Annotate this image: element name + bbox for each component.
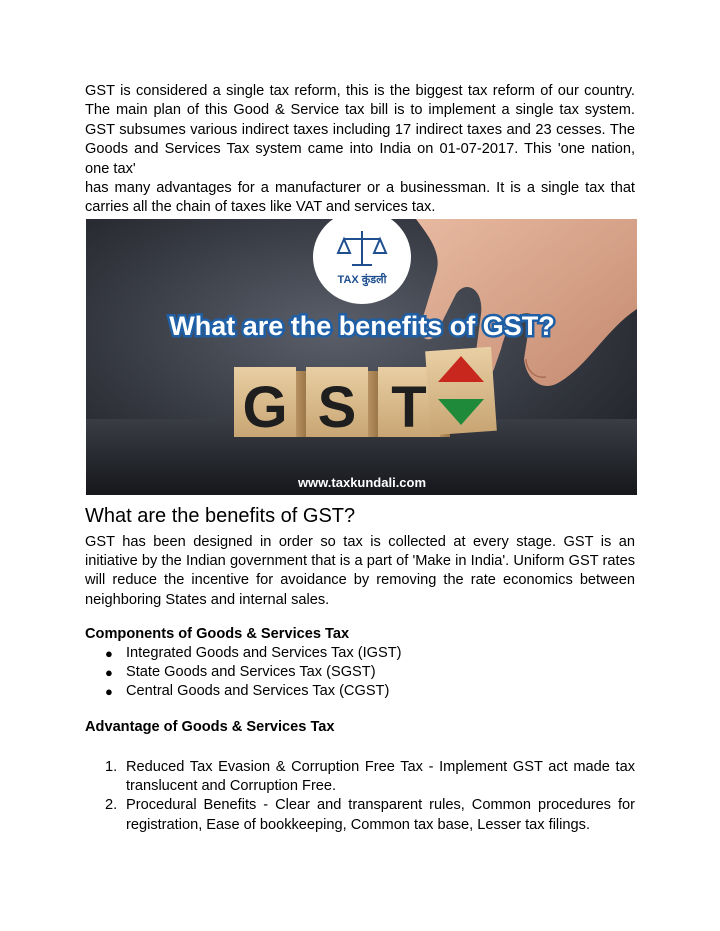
bullet-icon: ● — [105, 665, 113, 680]
arrow-block — [425, 347, 497, 435]
intro-line-2: has many advantages for a manufacturer or a businessman. It is a single tax that carries all the chain of taxes like VAT and services tax. — [85, 180, 635, 216]
list-item-number: 1. — [105, 759, 118, 775]
bullet-icon: ● — [105, 684, 113, 699]
intro-line-1: GST is considered a single tax reform, this is the biggest tax reform of our country. The main plan of this Good & Service tax bill is to implement a single tax system. GST subsumes various indirect taxes including 17 indirect taxes and 23 cesses. The Goods and Services Tax system came into India on 01-07-2017. This 'one nation, one tax' — [85, 83, 635, 177]
hero-illustration — [86, 219, 637, 495]
block-s — [306, 367, 378, 440]
list-item-number: 2. — [105, 797, 118, 814]
section-heading-benefits: What are the benefits of GST? — [85, 505, 356, 527]
list-item — [85, 796, 635, 834]
logo-text: TAX कुंडली — [337, 274, 387, 286]
hero-headline: What are the benefits of GST? — [169, 311, 555, 341]
list-item-label: Central Goods and Services Tax (CGST) — [126, 683, 390, 699]
block-letter-g: G — [242, 375, 288, 440]
benefits-paragraph: GST has been designed in order so tax is collected at every stage. GST is an initiative by the Indian government that is a part of 'Make in India'. Uniform GST rates will reduce the incentive for avoidance by removing the rate economics between neighboring States and internal sales. — [85, 534, 635, 608]
bullet-icon: ● — [105, 646, 113, 661]
advantages-heading: Advantage of Goods & Services Tax — [85, 719, 335, 735]
list-item-label: Integrated Goods and Services Tax (IGST) — [126, 645, 402, 661]
block-letter-t: T — [391, 375, 427, 440]
intro-paragraph — [85, 82, 635, 218]
list-item — [85, 758, 635, 796]
list-item — [85, 644, 402, 663]
list-item — [85, 663, 402, 682]
hero-url: www.taxkundali.com — [297, 475, 427, 490]
block-letter-s: S — [317, 375, 357, 440]
list-item — [85, 682, 402, 701]
list-item-text: Reduced Tax Evasion & Corruption Free Tax - Implement GST act made tax translucent and Corruption Free. — [126, 759, 635, 795]
list-item-label: State Goods and Services Tax (SGST) — [126, 664, 376, 680]
components-list — [85, 644, 402, 701]
hero-image — [86, 219, 637, 495]
components-heading: Components of Goods & Services Tax — [85, 626, 350, 642]
list-item-text: Procedural Benefits - Clear and transparent rules, Common procedures for registration, Ease of bookkeeping, Common tax base, Lesser tax filings. — [126, 797, 635, 833]
block-g — [234, 367, 306, 440]
advantages-list — [85, 758, 635, 835]
